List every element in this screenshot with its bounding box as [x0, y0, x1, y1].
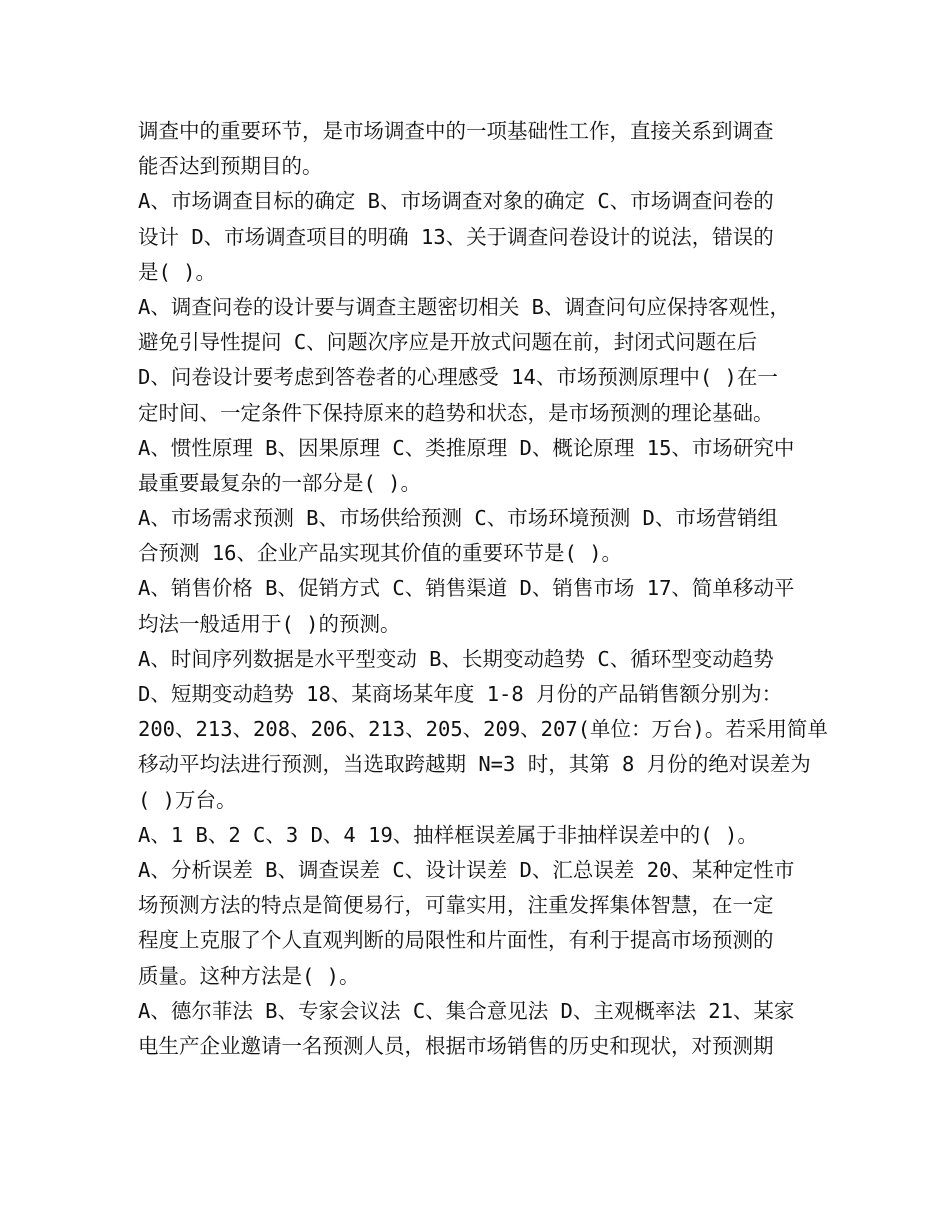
text-line: 定时间、一定条件下保持原来的趋势和状态，是市场预测的理论基础。	[138, 400, 774, 425]
text-line: 调查中的重要环节，是市场调查中的一项基础性工作，直接关系到调查	[138, 119, 774, 143]
text-line: 电生产企业邀请一名预测人员，根据市场销售的历史和现状，对预测期	[138, 1033, 774, 1058]
text-line: 能否达到预期目的。	[138, 154, 323, 179]
text-line: 质量。这种方法是( )。	[138, 963, 360, 988]
text-line: A、惯性原理 B、因果原理 C、类推原理 D、概论原理 15、市场研究中	[138, 435, 795, 460]
text-line: A、德尔菲法 B、专家会议法 C、集合意见法 D、主观概率法 21、某家	[138, 998, 795, 1023]
text-line: A、市场需求预测 B、市场供给预测 C、市场环境预测 D、市场营销组	[138, 506, 778, 531]
text-line: ( )万台。	[138, 787, 237, 812]
text-line: 均法一般适用于( )的预测。	[138, 611, 401, 636]
text-line: A、市场调查目标的确定 B、市场调查对象的确定 C、市场调查问卷的	[138, 189, 774, 214]
text-line: D、短期变动趋势 18、某商场某年度 1-8 月份的产品销售额分别为：	[138, 682, 783, 706]
text-line: 设计 D、市场调查项目的明确 13、关于调查问卷设计的说法，错误的	[138, 224, 774, 249]
text-line: 最重要最复杂的一部分是( )。	[138, 470, 422, 495]
text-line: A、时间序列数据是水平型变动 B、长期变动趋势 C、循环型变动趋势	[138, 646, 774, 671]
text-line: 程度上克服了个人直观判断的局限性和片面性，有利于提高市场预测的	[138, 928, 774, 953]
text-line: A、调查问卷的设计要与调查主题密切相关 B、调查问句应保持客观性，	[138, 294, 791, 319]
text-line: 避免引导性提问 C、问题次序应是开放式问题在前，封闭式问题在后	[138, 330, 758, 355]
text-line: 是( )。	[138, 259, 217, 284]
text-line: 200、213、208、206、213、205、209、207(单位：万台)。若采用简单	[138, 717, 828, 742]
text-line: A、分析误差 B、调查误差 C、设计误差 D、汇总误差 20、某种定性市	[138, 857, 795, 882]
document-body	[138, 114, 828, 1064]
text-line: A、1 B、2 C、3 D、4 19、抽样框误差属于非抽样误差中的( )。	[138, 822, 758, 847]
text-line: 场预测方法的特点是简便易行，可靠实用，注重发挥集体智慧，在一定	[138, 893, 774, 918]
text-line: D、问卷设计要考虑到答卷者的心理感受 14、市场预测原理中( )在一	[138, 365, 778, 390]
text-line: 移动平均法进行预测，当选取跨越期 N=3 时，其第 8 月份的绝对误差为	[138, 752, 811, 777]
text-line: 合预测 16、企业产品实现其价值的重要环节是( )。	[138, 541, 623, 566]
text-line: A、销售价格 B、促销方式 C、销售渠道 D、销售市场 17、简单移动平	[138, 576, 795, 601]
